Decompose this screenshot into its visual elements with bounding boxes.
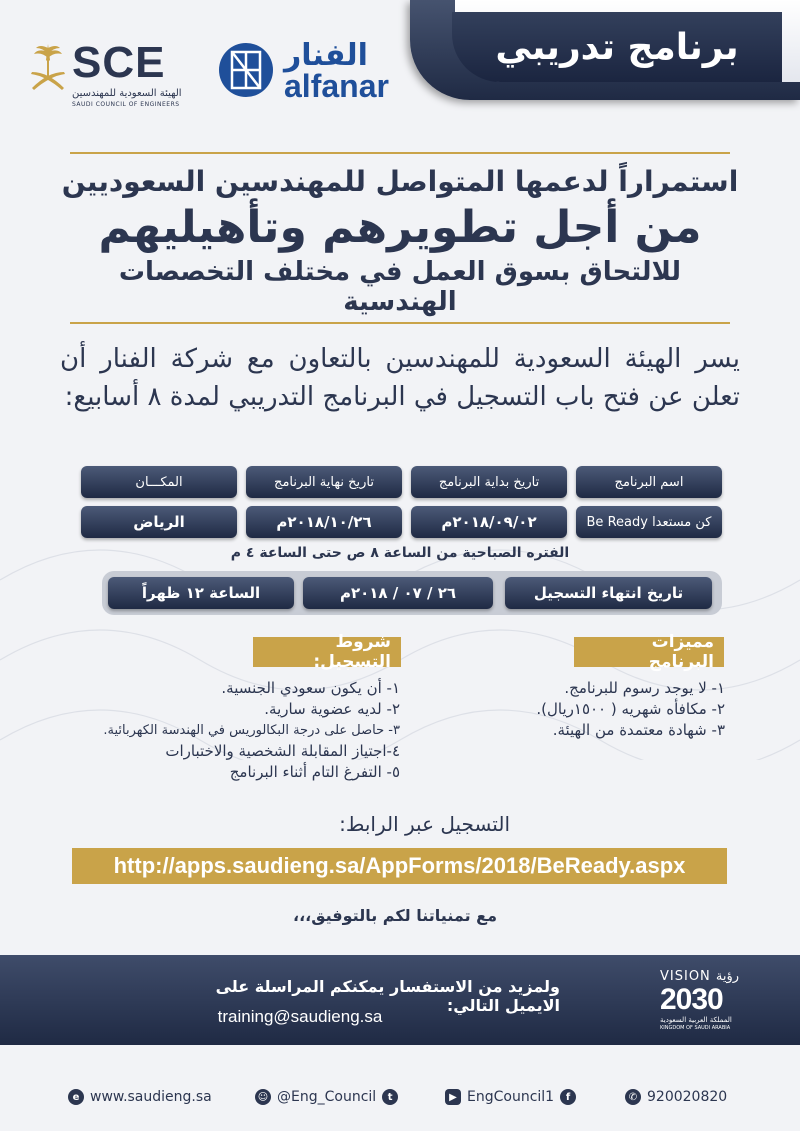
banner-title: برنامج تدريبي: [452, 12, 782, 82]
footer: [0, 1082, 800, 1114]
youtube-text: EngCouncil1: [467, 1089, 555, 1105]
list-item: ٤-اجتياز المقابلة الشخصية والاختبارات: [165, 742, 400, 760]
announcement: يسر الهيئة السعودية للمهندسين بالتعاون مع شركة الفنار أن تعلن عن فتح باب التسجيل في البرنامج التدريبي لمدة ٨ أسابيع:: [60, 344, 740, 412]
alfanar-name-english: alfanar: [284, 68, 389, 104]
vision-2030-logo: [650, 969, 760, 1035]
contact-email[interactable]: training@saudieng.sa: [217, 1007, 383, 1026]
intro-line-1: استمراراً لدعمها المتواصل للمهندسين السعوديين: [61, 165, 739, 198]
list-item: ٢- مكافأه شهريه ( ١٥٠٠ريال).: [536, 700, 725, 718]
registration-label: التسجيل عبر الرابط:: [339, 812, 510, 836]
contact-text: ولمزيد من الاستفسار يمكنكم المراسلة على الايميل التالي:: [215, 977, 560, 1015]
alfanar-logo: [218, 38, 418, 108]
list-item: ٢- لديه عضوية سارية.: [264, 700, 400, 718]
value-start-date: ٢٠١٨/٠٩/٠٢م: [411, 506, 567, 538]
vision-year: 2030: [660, 983, 723, 1016]
banner: [410, 0, 800, 100]
youtube-icon: ▶: [445, 1089, 461, 1105]
requirements-list: [40, 678, 400, 783]
top-divider: [70, 152, 730, 154]
lighthouse-icon: [218, 42, 274, 98]
closing-text: مع تمنياتنا لكم بالتوفيق،،،: [292, 906, 497, 925]
globe-icon: e: [68, 1089, 84, 1105]
intro: [60, 165, 740, 317]
deadline-label: تاريخ انتهاء التسجيل: [505, 577, 712, 609]
contact-band: [0, 955, 800, 1045]
website-text: www.saudieng.sa: [90, 1089, 212, 1105]
list-item: ١- لا يوجد رسوم للبرنامج.: [564, 679, 725, 697]
registration-link[interactable]: http://apps.saudieng.sa/AppForms/2018/BeReady.aspx: [72, 848, 727, 884]
features-title: مميزات البرنامج: [574, 637, 724, 667]
schedule-note: الفتره الصباحية من الساعة ٨ ص حتى الساعة ٤ م: [230, 545, 570, 561]
features-list: [470, 678, 725, 741]
palm-swords-icon: [28, 42, 68, 94]
sce-name-english: SAUDI COUNCIL OF ENGINEERS: [72, 101, 180, 108]
intro-headline: من أجل تطويرهم وتأهيليهم: [98, 202, 702, 253]
requirements-title: شروط التسجيل:: [253, 637, 401, 667]
header-start-date: تاريخ بداية البرنامج: [411, 466, 567, 498]
footer-snapchat[interactable]: [255, 1089, 398, 1105]
intro-line-3: للالتحاق بسوق العمل في مختلف التخصصات الهندسية: [118, 257, 682, 317]
list-item: ١- أن يكون سعودي الجنسية.: [221, 679, 400, 697]
alfanar-name-arabic: الفنار: [284, 38, 368, 73]
header-end-date: تاريخ نهاية البرنامج: [246, 466, 402, 498]
list-item: ٥- التفرغ التام أثناء البرنامج: [229, 763, 400, 781]
sce-wordmark: SCE: [72, 38, 166, 87]
phone-text: 920020820: [647, 1089, 728, 1105]
footer-website[interactable]: [68, 1089, 212, 1105]
deadline-date: ٢٦ / ٠٧ / ٢٠١٨م: [303, 577, 493, 609]
list-item: ٣- شهادة معتمدة من الهيئة.: [552, 721, 725, 739]
header-location: المكـــان: [81, 466, 237, 498]
value-end-date: ٢٠١٨/١٠/٢٦م: [246, 506, 402, 538]
value-location: الرياض: [81, 506, 237, 538]
vision-country-arabic: المملكة العربية السعودية: [660, 1016, 732, 1024]
list-item: ٣- حاصل على درجة البكالوريس في الهندسة الكهربائية.: [103, 723, 400, 738]
snapchat-icon: ☺: [255, 1089, 271, 1105]
footer-youtube[interactable]: [445, 1089, 576, 1105]
deadline-time: الساعة ١٢ ظهراً: [108, 577, 294, 609]
facebook-icon: f: [560, 1089, 576, 1105]
value-program-name: كن مستعدا Be Ready: [576, 506, 722, 538]
bottom-divider: [70, 322, 730, 324]
phone-icon: ✆: [625, 1089, 641, 1105]
header-program-name: اسم البرنامج: [576, 466, 722, 498]
snapchat-text: @Eng_Council: [277, 1089, 377, 1105]
twitter-icon: t: [382, 1089, 398, 1105]
sce-name-arabic: الهيئة السعودية للمهندسين: [72, 88, 182, 99]
footer-phone[interactable]: [625, 1089, 727, 1105]
sce-logo: [28, 38, 188, 110]
vision-country-english: KINGDOM OF SAUDI ARABIA: [660, 1025, 731, 1031]
vision-label: VISION رؤية: [660, 969, 740, 984]
